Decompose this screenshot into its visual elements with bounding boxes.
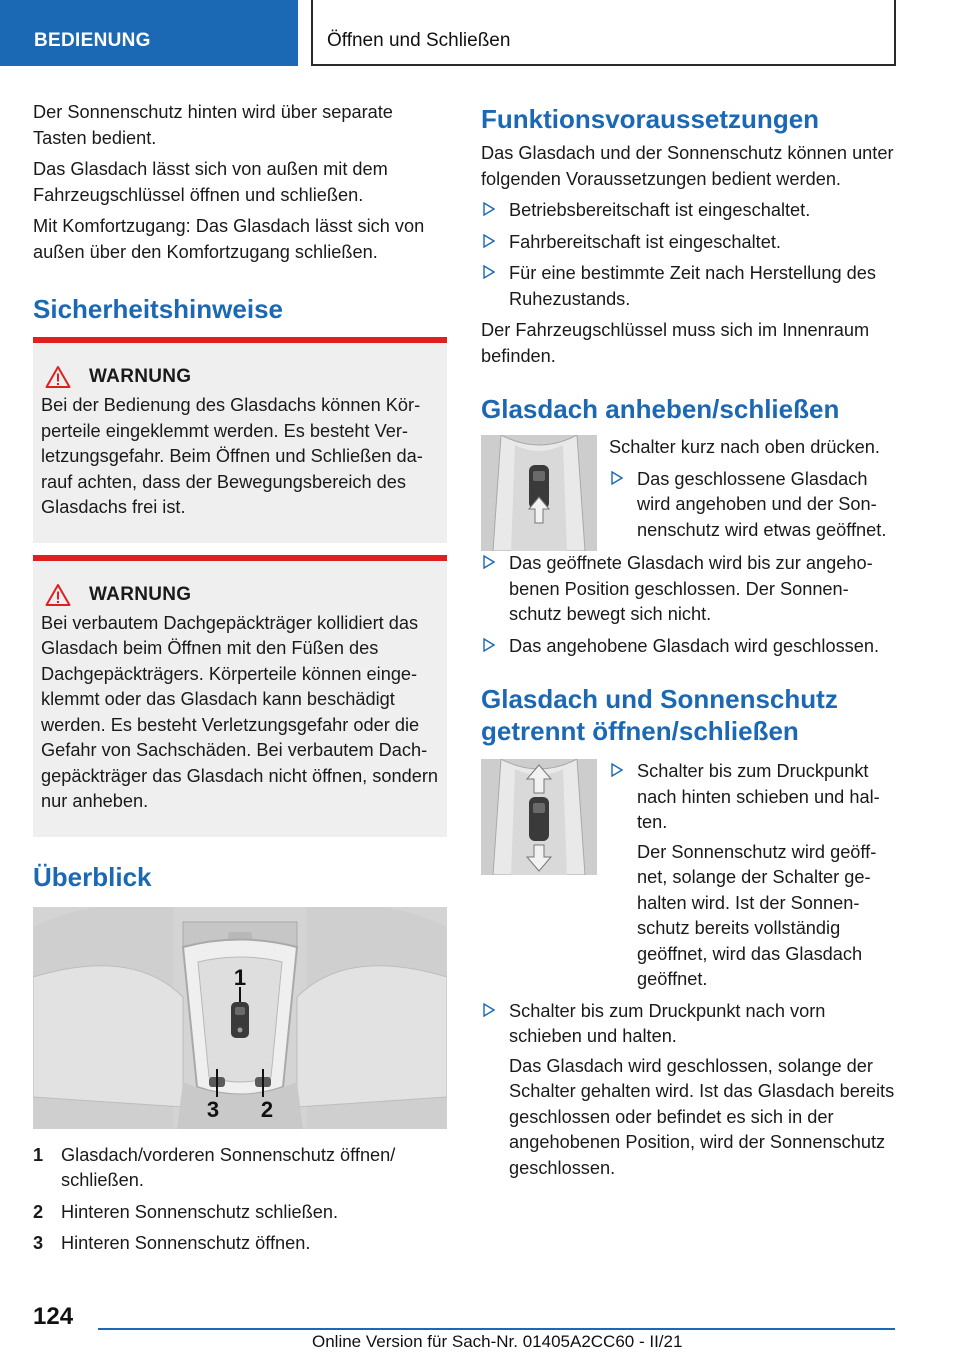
list-item: 2 Hinteren Sonnenschutz schließen. bbox=[33, 1201, 339, 1222]
separate-item1-detail: Der Sonnenschutz wird geöffnet, solange der Schalter gehalten wird. Ist der Sonnenschutz bereits vollständig geöffnet, wird das Glasdach geöffnet. bbox=[637, 841, 877, 989]
warning-triangle-icon bbox=[45, 365, 71, 389]
overview-console-image bbox=[33, 907, 447, 1129]
left-column bbox=[33, 100, 447, 1263]
triangle-bullet-icon bbox=[611, 471, 623, 485]
list-item: Schalter bis zum Druckpunkt nach hinten schieben und halten. Der Sonnenschutz wird geöffnet, solange der Schalter gehalten wird. Ist der Sonnenschutz bereits vollständig geöffnet, wird das Glasdach geöffnet. bbox=[609, 759, 895, 993]
header-section-label: BEDIENUNG bbox=[34, 30, 151, 51]
triangle-bullet-icon bbox=[483, 265, 495, 279]
lift-heading: Glasdach anheben/schließen bbox=[481, 394, 840, 424]
triangle-bullet-icon bbox=[483, 1003, 495, 1017]
footer-online-version: Online Version für Sach-Nr. 01405A2CC60 - II/21 bbox=[312, 1332, 683, 1351]
list-item: Das geöffnete Glasdach wird bis zur angehobenen Position geschlossen. Der Sonnenschutz bewegt sich nicht. bbox=[481, 551, 895, 628]
footer-divider bbox=[98, 1328, 895, 1330]
lift-intro: Schalter kurz nach oben drücken. bbox=[609, 437, 880, 457]
func-outro: Der Fahrzeugschlüssel muss sich im Innenraum befinden. bbox=[481, 320, 870, 366]
separate-heading: Glasdach und Sonnenschutz getrennt öffnen/schließen bbox=[481, 684, 838, 746]
separate-item2-detail: Das Glasdach wird geschlossen, solange der Schalter gehalten wird. Ist das Glasdach bereits geschlossen oder befindet es sich in der angehobenen Position, wird der Sonnenschutz geschlossen. bbox=[509, 1055, 895, 1178]
list-item: Das geschlossene Glasdach wird angehoben und der Sonnenschutz wird etwas geöffnet. bbox=[609, 467, 895, 544]
switch-up-image bbox=[481, 435, 597, 551]
triangle-bullet-icon bbox=[611, 763, 623, 777]
intro-paragraph-1: Der Sonnenschutz hinten wird über separate Tasten bedient. bbox=[33, 102, 393, 148]
warning-text-1: Bei der Bedienung des Glasdachs können Körperteile eingeklemmt werden. Es besteht Verletzungsgefahr. Beim Öffnen und Schließen darauf achten, dass der Bewegungsbereich des Glasdachs frei ist. bbox=[41, 395, 423, 517]
overview-heading: Überblick bbox=[33, 861, 152, 892]
list-item: Für eine bestimmte Zeit nach Herstellung des Ruhezustands. bbox=[481, 261, 895, 312]
safety-heading: Sicherheitshinweise bbox=[33, 294, 283, 324]
triangle-bullet-icon bbox=[483, 234, 495, 248]
overview-list bbox=[33, 1143, 447, 1257]
list-item: Das angehobene Glasdach wird geschlossen. bbox=[481, 634, 895, 660]
intro-paragraph-3: Mit Komfortzugang: Das Glasdach lässt sich von außen über den Komfortzugang schließen. bbox=[33, 216, 425, 262]
list-item: 1 Glasdach/vorderen Sonnenschutz öffnen/ schließen. bbox=[33, 1144, 396, 1190]
overview-callout-1: 1 bbox=[233, 964, 247, 990]
func-heading: Funktionsvoraussetzungen bbox=[481, 104, 820, 134]
func-intro: Das Glasdach und der Sonnenschutz können unter folgenden Voraussetzungen bedient werden. bbox=[481, 143, 894, 189]
warning-box-2 bbox=[33, 555, 447, 837]
lift-list bbox=[481, 551, 895, 659]
warning-text-2: Bei verbautem Dachgepäckträger kollidiert das Glasdach beim Öffnen mit den Füßen des Dachgepäckträgers. Körperteile können eingeklemmt oder das Glasdach kann beschädigt werden. Es besteht Verletzungsgefahr oder die Gefahr von Sachschäden. Bei verbautem Dachgepäckträger das Glasdach nicht öffnen, sondern nur anheben. bbox=[41, 612, 439, 811]
list-item: Schalter bis zum Druckpunkt nach vorn schieben und halten. Das Glasdach wird geschlossen, solange der Schalter gehalten wird. Ist das Glasdach bereits geschlossen oder befindet es sich in der angehobenen Position, wird der Sonnenschutz geschlossen. bbox=[481, 999, 895, 1182]
header-chapter-label: Öffnen und Schließen bbox=[327, 30, 511, 51]
separate-block bbox=[481, 759, 895, 999]
triangle-bullet-icon bbox=[483, 555, 495, 569]
warning-label-2: WARNUNG bbox=[89, 583, 192, 605]
right-column bbox=[481, 100, 895, 1187]
separate-list bbox=[481, 999, 895, 1182]
lift-block bbox=[481, 435, 895, 551]
triangle-bullet-icon bbox=[483, 202, 495, 216]
list-item: 3 Hinteren Sonnenschutz öffnen. bbox=[33, 1233, 311, 1253]
warning-triangle-icon bbox=[45, 583, 71, 607]
overview-callout-2: 2 bbox=[260, 1096, 274, 1122]
list-item: Betriebsbereitschaft ist eingeschaltet. bbox=[481, 198, 895, 224]
header-chapter-box bbox=[311, 0, 896, 66]
page-number: 124 bbox=[33, 1303, 74, 1330]
warning-label-1: WARNUNG bbox=[89, 366, 192, 387]
list-item: Fahrbereitschaft ist eingeschaltet. bbox=[481, 230, 895, 256]
intro-paragraph-2: Das Glasdach lässt sich von außen mit dem Fahrzeugschlüssel öffnen und schließen. bbox=[33, 159, 388, 205]
switch-slide-image bbox=[481, 759, 597, 875]
header-section-tab bbox=[0, 0, 298, 66]
triangle-bullet-icon bbox=[483, 638, 495, 652]
func-list bbox=[481, 198, 895, 312]
warning-box-1 bbox=[33, 337, 447, 543]
overview-callout-3: 3 bbox=[206, 1096, 220, 1122]
